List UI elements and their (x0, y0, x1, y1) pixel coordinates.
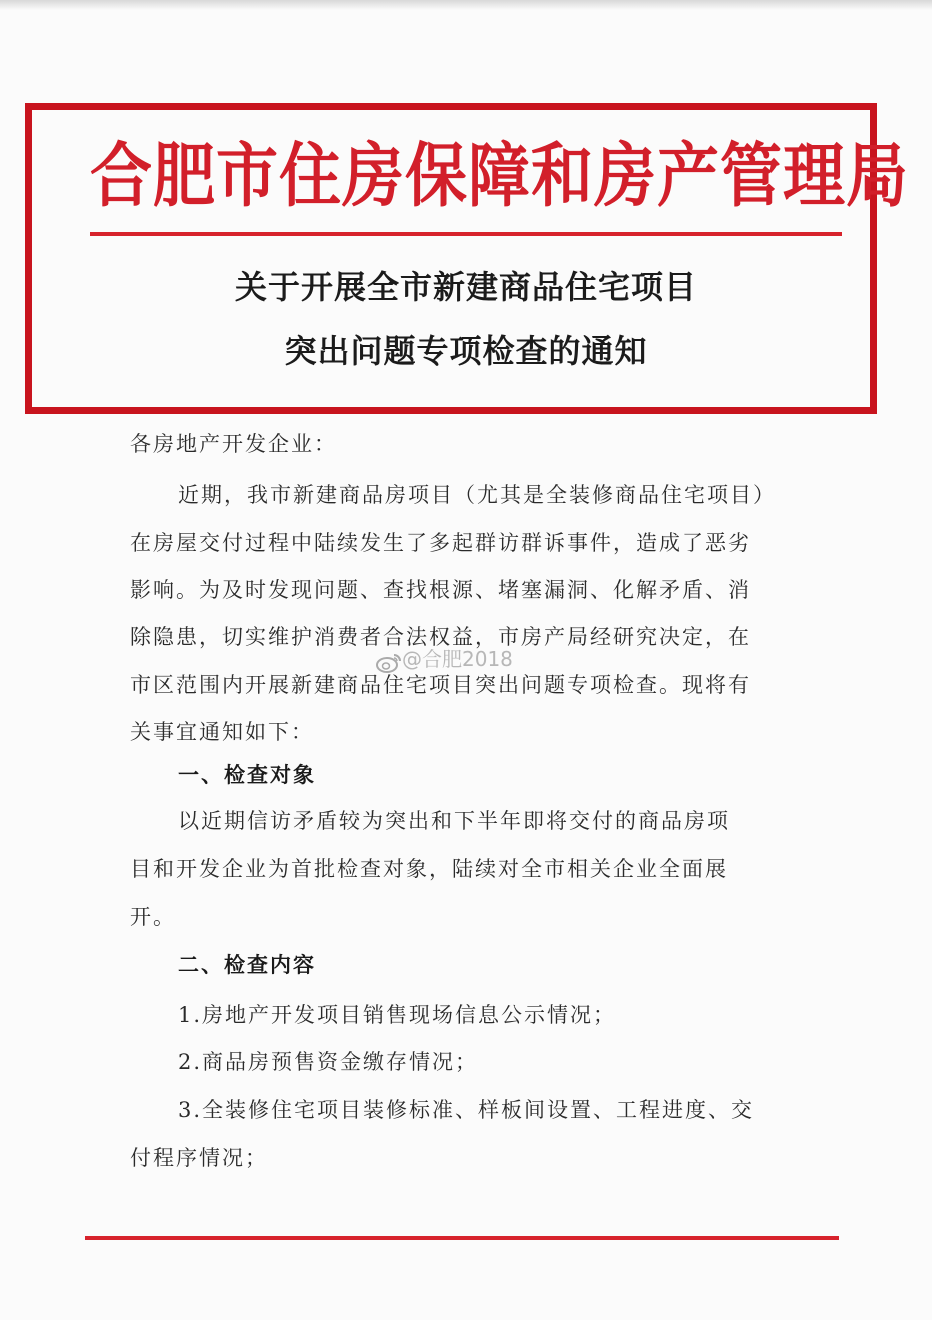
section-2-item: 2.商品房预售资金缴存情况； (178, 1050, 479, 1074)
section-2-item: 1.房地产开发项目销售现场信息公示情况； (178, 1003, 617, 1027)
section-1-heading: 一、检查对象 (178, 763, 316, 787)
intro-line: 在房屋交付过程中陆续发生了多起群访群诉事件，造成了恶劣 (130, 531, 751, 555)
section-1-line: 以近期信访矛盾较为突出和下半年即将交付的商品房项 (178, 809, 730, 833)
header-red-rule (90, 232, 842, 236)
intro-line: 除隐患，切实维护消费者合法权益，市房产局经研究决定，在 (130, 625, 751, 649)
section-2-heading: 二、检查内容 (178, 953, 316, 977)
agency-name: 合肥市住房保障和房产管理局 (90, 134, 910, 217)
notice-title-line-1: 关于开展全市新建商品住宅项目 (234, 268, 697, 306)
intro-line: 近期，我市新建商品房项目（尤其是全装修商品住宅项目） (178, 483, 776, 507)
section-2-item: 付程序情况； (130, 1146, 268, 1170)
weibo-icon (376, 651, 402, 671)
watermark-text: @合肥2018 (402, 647, 513, 671)
section-1-line: 目和开发企业为首批检查对象，陆续对全市相关企业全面展 (130, 857, 728, 881)
intro-line: 市区范围内开展新建商品住宅项目突出问题专项检查。现将有 (130, 673, 751, 697)
watermark (376, 644, 513, 674)
section-1-line: 开。 (130, 905, 176, 929)
page-edge-shadow (0, 0, 932, 10)
section-2-item: 3.全装修住宅项目装修标准、样板间设置、工程进度、交 (178, 1098, 755, 1122)
notice-title-line-2: 突出问题专项检查的通知 (284, 332, 648, 370)
intro-line: 影响。为及时发现问题、查找根源、堵塞漏洞、化解矛盾、消 (130, 578, 751, 602)
intro-line: 关事宜通知如下： (130, 720, 314, 744)
salutation: 各房地产开发企业： (130, 432, 337, 456)
footer-red-rule (85, 1236, 839, 1240)
